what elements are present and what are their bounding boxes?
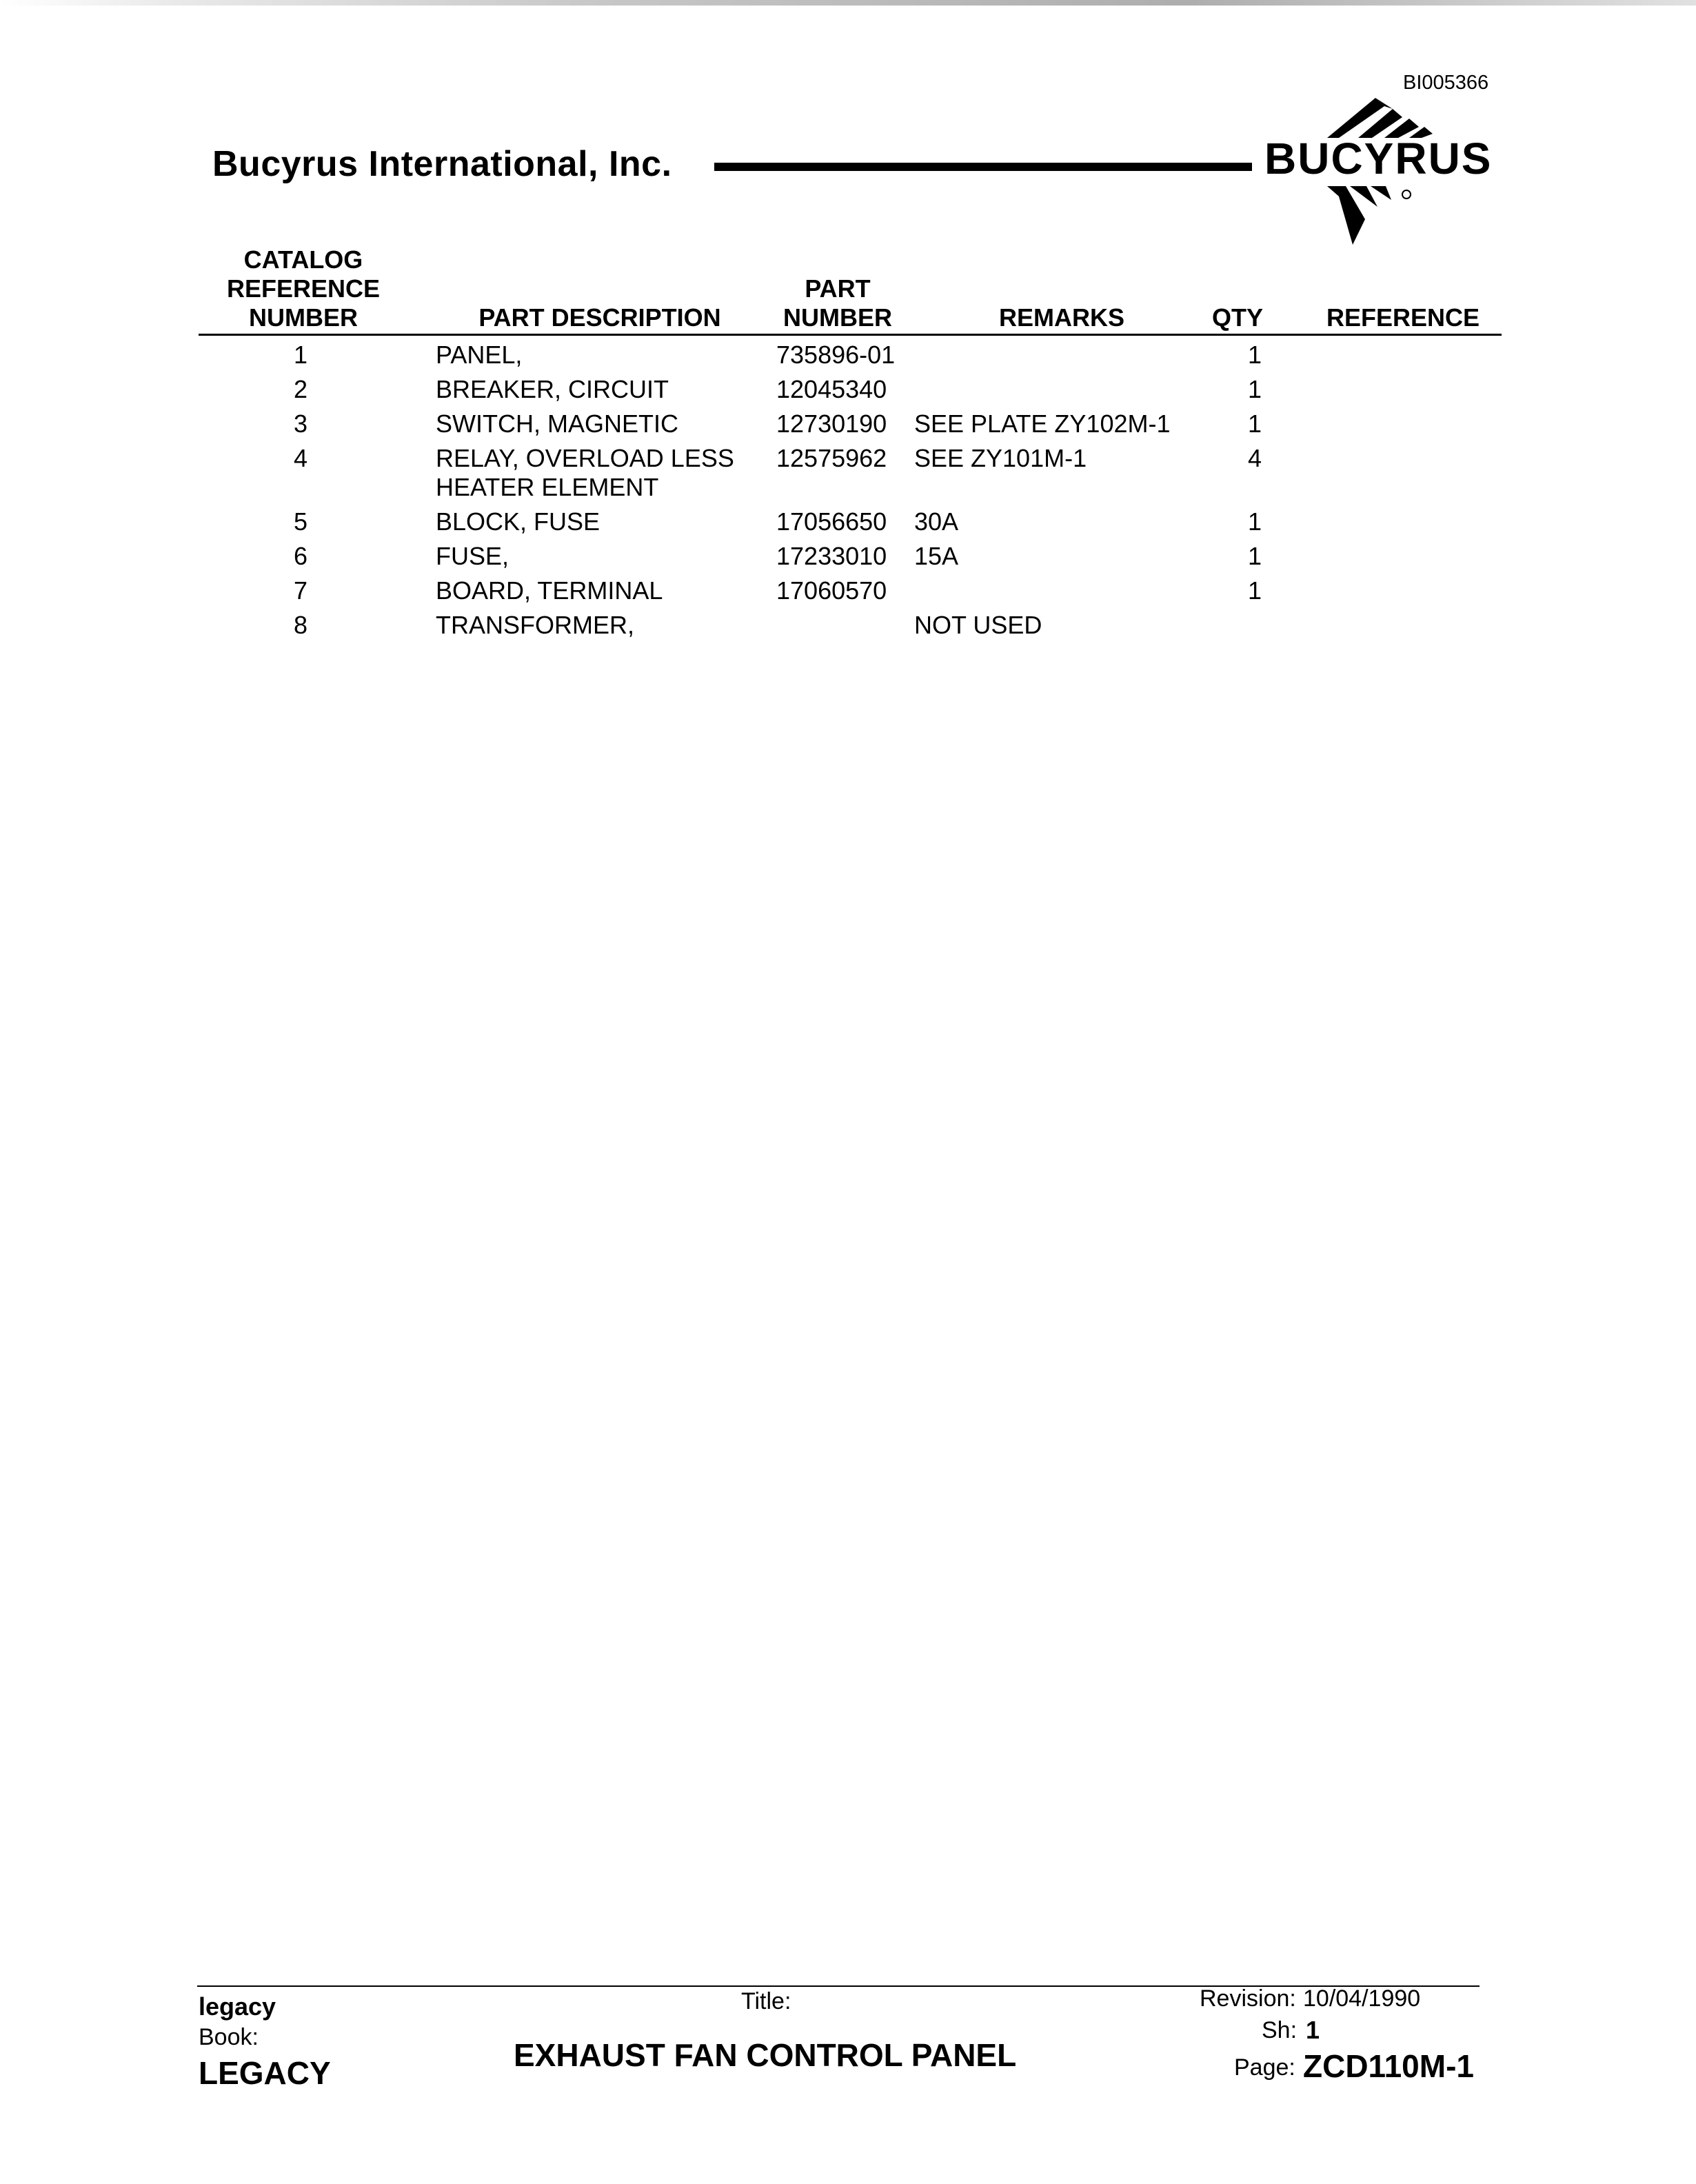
row-remarks: SEE ZY101M-1	[914, 444, 1087, 472]
row-part-number: 12730190	[776, 410, 887, 438]
footer-sheet-value: 1	[1306, 2016, 1320, 2044]
header-qty: QTY	[1211, 303, 1263, 332]
table-row	[0, 608, 1696, 643]
row-qty: 1	[1247, 542, 1262, 570]
row-qty: 1	[1247, 410, 1262, 438]
row-number: 6	[293, 542, 308, 570]
row-qty: 1	[1247, 507, 1262, 536]
row-remarks: 30A	[914, 507, 959, 536]
header-remarks: REMARKS	[998, 303, 1124, 332]
row-part-number: 735896-01	[776, 341, 896, 369]
row-part-number: 17056650	[776, 507, 887, 536]
row-description: RELAY, OVERLOAD LESS HEATER ELEMENT	[436, 444, 734, 501]
table-row	[0, 441, 1696, 505]
footer-book-label: Book:	[199, 2024, 259, 2050]
row-part-number: 17233010	[776, 542, 887, 570]
row-part-number: 12575962	[776, 444, 887, 472]
row-qty: 1	[1247, 341, 1262, 369]
table-row	[0, 505, 1696, 539]
row-number: 2	[293, 375, 308, 403]
footer-page-value: ZCD110M-1	[1303, 2048, 1474, 2084]
row-number: 1	[293, 341, 308, 369]
table-row	[0, 372, 1696, 407]
row-description: FUSE,	[436, 542, 509, 570]
header-part-description: PART DESCRIPTION	[478, 303, 721, 332]
row-description: SWITCH, MAGNETIC	[436, 410, 678, 438]
company-name: Bucyrus International, Inc.	[212, 144, 672, 184]
row-description: BLOCK, FUSE	[436, 507, 600, 536]
header-part-number: PART NUMBER	[783, 274, 892, 332]
table-row	[0, 407, 1696, 441]
header-reference: REFERENCE	[1326, 303, 1480, 332]
row-remarks: SEE PLATE ZY102M-1	[914, 410, 1171, 438]
footer-title-label: Title:	[741, 1988, 791, 2014]
table-header-rule	[199, 334, 1502, 336]
row-number: 8	[293, 611, 308, 639]
footer-title-value: EXHAUST FAN CONTROL PANEL	[514, 2037, 1017, 2073]
row-number: 3	[293, 410, 308, 438]
row-remarks: 15A	[914, 542, 959, 570]
row-number: 7	[293, 576, 308, 605]
row-number: 4	[293, 444, 308, 472]
row-description: BOARD, TERMINAL	[436, 576, 663, 605]
row-description: PANEL,	[436, 341, 523, 369]
footer-revision-value: 10/04/1990	[1303, 1985, 1421, 2012]
logo-wordmark: BUCYRUS	[1264, 134, 1493, 183]
table-row	[0, 338, 1696, 372]
row-description: TRANSFORMER,	[436, 611, 634, 639]
table-row	[0, 574, 1696, 608]
header-catalog-reference: CATALOG REFERENCE NUMBER	[226, 245, 381, 332]
parts-table	[0, 338, 1696, 643]
row-qty: 1	[1247, 576, 1262, 605]
bucyrus-logo	[1262, 90, 1524, 255]
scan-edge	[0, 0, 1696, 6]
row-qty: 4	[1247, 444, 1262, 472]
footer-revision-label: Revision:	[1200, 1985, 1296, 2012]
footer-book-value: LEGACY	[199, 2055, 331, 2091]
row-qty: 1	[1247, 375, 1262, 403]
footer-legacy: legacy	[199, 1992, 276, 2021]
footer-sheet-label: Sh:	[1262, 2017, 1298, 2043]
footer-page-label: Page:	[1234, 2054, 1295, 2081]
row-number: 5	[293, 507, 308, 536]
row-part-number: 12045340	[776, 375, 887, 403]
header-rule	[714, 163, 1252, 171]
row-remarks: NOT USED	[914, 611, 1042, 639]
row-description: BREAKER, CIRCUIT	[436, 375, 669, 403]
document-id: BI005366	[1403, 72, 1489, 94]
table-row	[0, 539, 1696, 574]
row-part-number: 17060570	[776, 576, 887, 605]
